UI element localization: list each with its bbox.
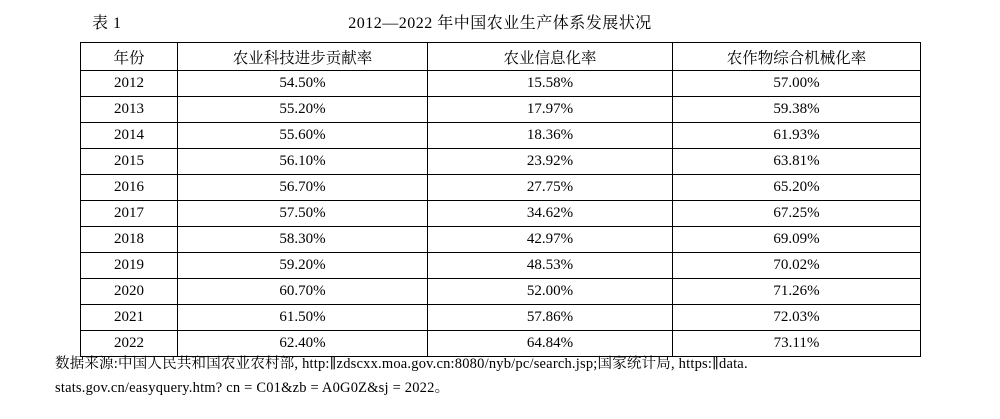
cell-mechanization: 71.26%	[673, 279, 921, 305]
data-table	[80, 42, 921, 357]
table-row	[81, 279, 921, 305]
cell-informatization: 17.97%	[428, 97, 673, 123]
table-row	[81, 305, 921, 331]
cell-year: 2019	[81, 253, 178, 279]
cell-informatization: 18.36%	[428, 123, 673, 149]
table-label: 表 1	[92, 15, 122, 32]
cell-tech-contribution: 56.10%	[178, 149, 428, 175]
cell-informatization: 15.58%	[428, 71, 673, 97]
cell-tech-contribution: 57.50%	[178, 201, 428, 227]
cell-informatization: 52.00%	[428, 279, 673, 305]
column-header-year: 年份	[81, 43, 178, 71]
cell-year: 2018	[81, 227, 178, 253]
cell-mechanization: 69.09%	[673, 227, 921, 253]
cell-tech-contribution: 62.40%	[178, 331, 428, 357]
cell-year: 2013	[81, 97, 178, 123]
cell-year: 2022	[81, 331, 178, 357]
column-header-mechanization: 农作物综合机械化率	[673, 43, 921, 71]
cell-informatization: 27.75%	[428, 175, 673, 201]
page-title: 2012—2022 年中国农业生产体系发展状况	[348, 15, 652, 32]
cell-year: 2017	[81, 201, 178, 227]
cell-mechanization: 65.20%	[673, 175, 921, 201]
table-source-note	[55, 352, 955, 400]
table-header-row	[81, 43, 921, 71]
cell-mechanization: 67.25%	[673, 201, 921, 227]
cell-informatization: 34.62%	[428, 201, 673, 227]
cell-informatization: 42.97%	[428, 227, 673, 253]
table-row	[81, 71, 921, 97]
cell-mechanization: 72.03%	[673, 305, 921, 331]
cell-tech-contribution: 60.70%	[178, 279, 428, 305]
cell-tech-contribution: 59.20%	[178, 253, 428, 279]
table-row	[81, 201, 921, 227]
cell-tech-contribution: 55.60%	[178, 123, 428, 149]
cell-tech-contribution: 55.20%	[178, 97, 428, 123]
cell-informatization: 64.84%	[428, 331, 673, 357]
cell-informatization: 23.92%	[428, 149, 673, 175]
column-header-tech-contribution: 农业科技进步贡献率	[178, 43, 428, 71]
cell-mechanization: 61.93%	[673, 123, 921, 149]
cell-mechanization: 70.02%	[673, 253, 921, 279]
cell-year: 2014	[81, 123, 178, 149]
cell-year: 2021	[81, 305, 178, 331]
cell-year: 2015	[81, 149, 178, 175]
cell-informatization: 48.53%	[428, 253, 673, 279]
table-row	[81, 123, 921, 149]
table-row	[81, 253, 921, 279]
cell-tech-contribution: 58.30%	[178, 227, 428, 253]
cell-tech-contribution: 61.50%	[178, 305, 428, 331]
column-header-informatization: 农业信息化率	[428, 43, 673, 71]
cell-mechanization: 57.00%	[673, 71, 921, 97]
cell-informatization: 57.86%	[428, 305, 673, 331]
cell-tech-contribution: 54.50%	[178, 71, 428, 97]
cell-year: 2020	[81, 279, 178, 305]
source-line-2: stats.gov.cn/easyquery.htm? cn = C01&zb = A0G0Z&sj = 2022。	[55, 380, 450, 396]
source-line-1: 数据来源:中国人民共和国农业农村部, http:∥zdscxx.moa.gov.cn:8080/nyb/pc/search.jsp;国家统计局, https:∥data.	[55, 356, 748, 372]
cell-year: 2016	[81, 175, 178, 201]
table-row	[81, 97, 921, 123]
cell-mechanization: 73.11%	[673, 331, 921, 357]
cell-mechanization: 63.81%	[673, 149, 921, 175]
cell-tech-contribution: 56.70%	[178, 175, 428, 201]
table-row	[81, 149, 921, 175]
table-row	[81, 227, 921, 253]
cell-year: 2012	[81, 71, 178, 97]
table-caption	[0, 10, 1000, 36]
cell-mechanization: 59.38%	[673, 97, 921, 123]
table-row	[81, 175, 921, 201]
